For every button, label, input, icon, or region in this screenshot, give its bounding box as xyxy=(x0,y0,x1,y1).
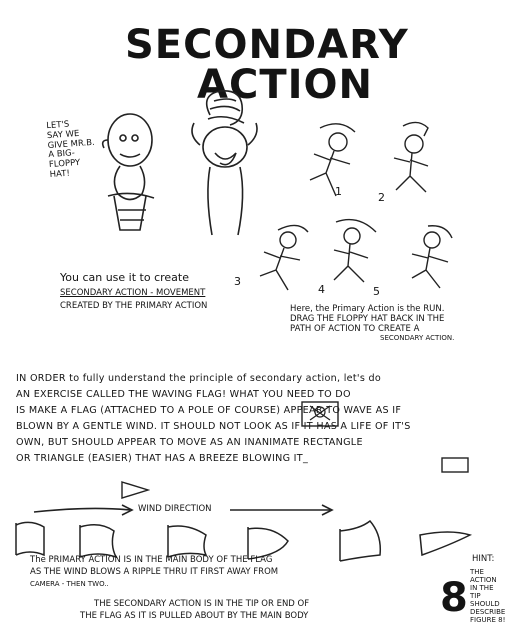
pirate-flag-icon xyxy=(300,400,340,428)
primary-note-line: CAMERA - THEN TWO.. xyxy=(30,579,109,588)
run-sketch-2 xyxy=(378,118,448,203)
intro-line: LET'S xyxy=(45,119,70,132)
run-note-line: DRAG THE FLOPPY HAT BACK IN THE xyxy=(290,313,445,324)
intro-line: GIVE MR.B. xyxy=(47,137,96,151)
paragraph-line: IN ORDER to fully understand the principle of secondary action, let's do xyxy=(16,373,382,384)
hint-line: FIGURE 8! xyxy=(470,616,506,625)
exercise-paragraph xyxy=(16,373,496,464)
paragraph-line: IS MAKE A FLAG (ATTACHED TO A POLE OF COURSE) APPEAR TO WAVE AS IF xyxy=(16,405,402,417)
title-line-1: SECONDARY xyxy=(125,22,409,68)
intro-line: HAT! xyxy=(49,168,71,180)
hint-line: THE ACTION xyxy=(470,568,497,585)
hint-eight: 8 xyxy=(440,575,468,621)
paragraph-line: AN EXERCISE CALLED THE WAVING FLAG! WHAT YOU NEED TO DO xyxy=(16,389,351,401)
create-text xyxy=(60,272,270,312)
paragraph-line: OWN, BUT SHOULD APPEAR TO MOVE AS AN INANIMATE RECTANGLE xyxy=(16,437,363,449)
run-note xyxy=(290,305,505,342)
intro-line: SAY WE xyxy=(46,128,80,141)
run-note-line: Here, the Primary Action is the RUN. xyxy=(290,304,445,314)
secondary-action-note xyxy=(80,600,420,622)
run-sketch-4 xyxy=(318,212,388,292)
wind-direction-label: WIND DIRECTION xyxy=(138,504,212,514)
run-sketch-5 xyxy=(398,218,468,298)
hint-line: IN THE xyxy=(470,584,494,593)
panel-number-5: 5 xyxy=(373,285,380,298)
flag-shape-2 xyxy=(80,525,116,557)
primary-note-line: AS THE WIND BLOWS A RIPPLE THRU IT FIRST AWAY FROM xyxy=(30,566,279,577)
run-note-line: SECONDARY ACTION. xyxy=(380,334,455,343)
create-line-3: CREATED BY THE PRIMARY ACTION xyxy=(60,301,208,312)
hint-line: DESCRIBE xyxy=(470,608,506,617)
panel-number-4: 4 xyxy=(318,283,325,296)
paragraph-line: OR TRIANGLE (EASIER) THAT HAS A BREEZE BLOWING IT_ xyxy=(16,453,309,465)
primary-action-note xyxy=(30,556,390,588)
hint-text xyxy=(470,568,508,624)
panel-number-3: 3 xyxy=(234,275,241,288)
secondary-note-line: THE SECONDARY ACTION IS IN THE TIP OR END OF xyxy=(94,599,310,609)
primary-note-line: The PRIMARY ACTION IS IN THE MAIN BODY OF THE FLAG xyxy=(30,555,273,565)
flag-shape-3 xyxy=(168,525,206,557)
hint-label: HINT: xyxy=(472,554,495,564)
panel-number-1: 1 xyxy=(335,185,342,198)
panel-number-2: 2 xyxy=(378,191,385,204)
run-note-line: PATH OF ACTION TO CREATE A xyxy=(290,323,420,334)
intro-line: A BIG- xyxy=(48,148,76,161)
title-line-2: ACTION xyxy=(197,62,373,108)
create-line-2: SECONDARY ACTION - MOVEMENT xyxy=(60,287,206,298)
secondary-note-line: THE FLAG AS IT IS PULLED ABOUT BY THE MAIN BODY xyxy=(80,610,309,621)
hint-line: TIP xyxy=(470,592,481,601)
paragraph-line: BLOWN BY A GENTLE WIND. IT SHOULD NOT LOOK AS IF IT HAS A LIFE OF IT'S xyxy=(16,421,411,433)
intro-line: FLOPPY xyxy=(48,157,81,171)
create-line-1: You can use it to create xyxy=(60,271,190,284)
hint-line: SHOULD xyxy=(470,600,500,609)
triangle-shape-icon xyxy=(120,480,150,500)
flag-shape-5 xyxy=(340,521,380,561)
flag-shape-6 xyxy=(420,532,470,555)
rectangle-shape-icon xyxy=(440,456,470,474)
flag-shape-1 xyxy=(16,522,44,555)
